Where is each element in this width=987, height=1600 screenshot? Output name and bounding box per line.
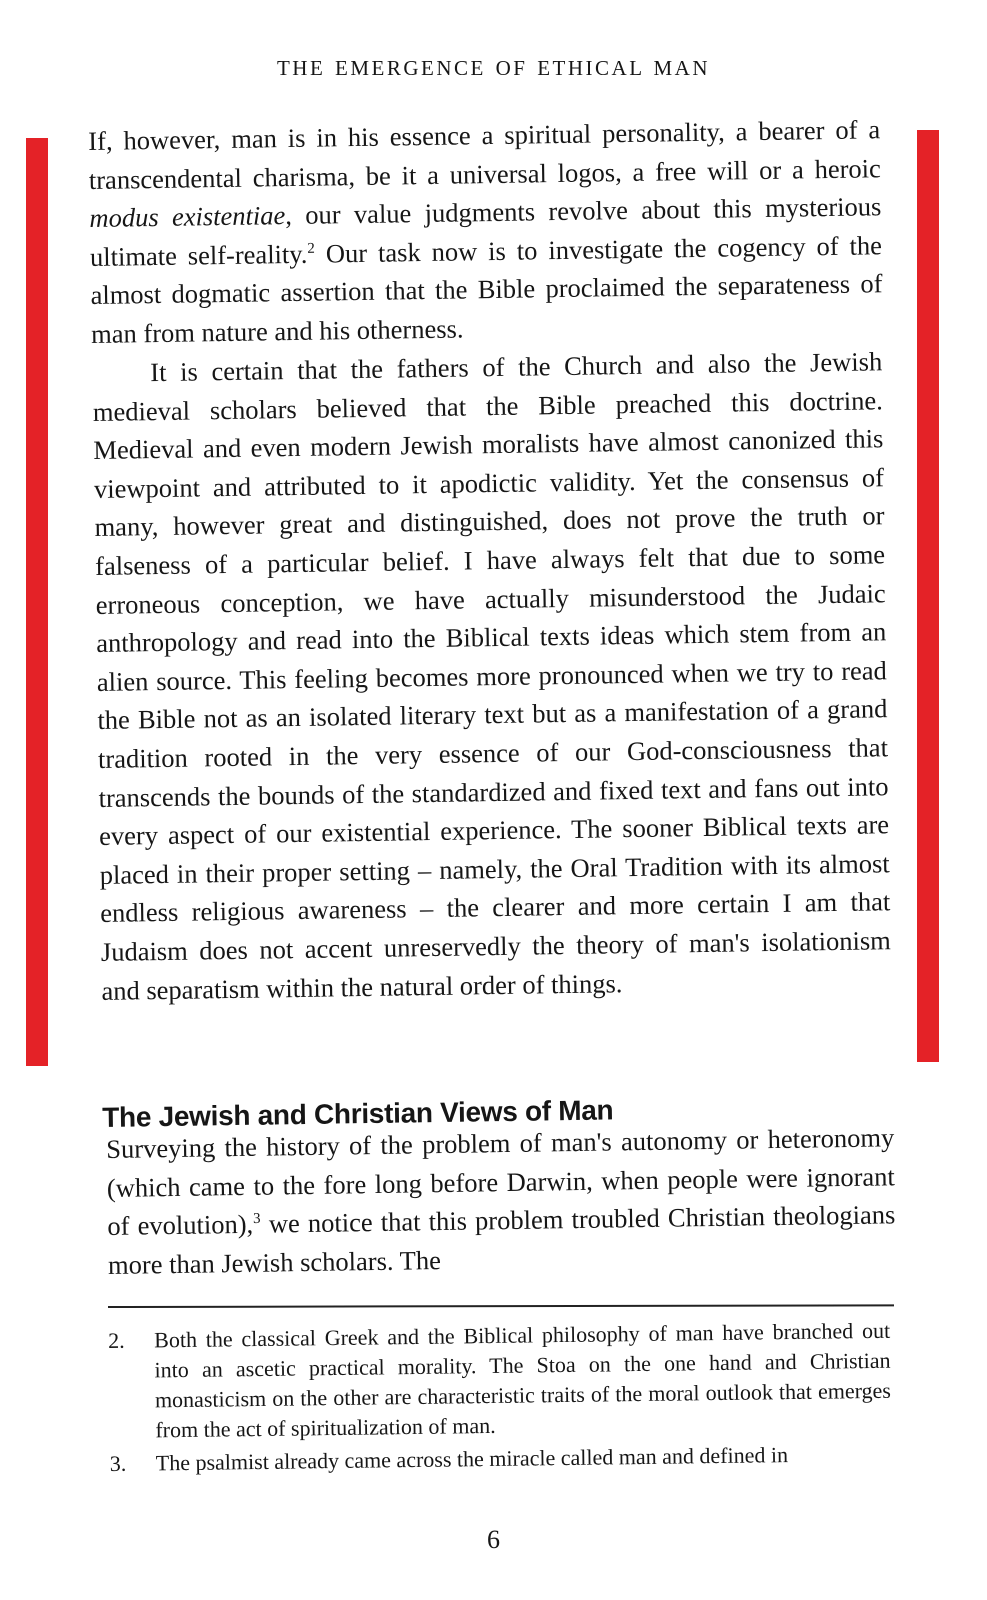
footnote-3 xyxy=(110,1439,892,1479)
page-number: 6 xyxy=(487,1525,500,1554)
footnote-2 xyxy=(108,1316,892,1446)
section-heading: The Jewish and Christian Views of Man xyxy=(102,1094,614,1133)
para1-text-c: Our task now is to investigate the cogency of the almost dogmatic assertion that the Bible proclaimed the separateness of man from nature and his otherness. xyxy=(90,230,883,349)
body-paragraph-1 xyxy=(88,110,883,353)
body-paragraph-3 xyxy=(106,1118,896,1284)
right-highlight-bar xyxy=(917,130,939,1062)
para1-text-b: , our value judgments revolve about this mysterious ultimate self-reality. xyxy=(89,191,882,272)
footnotes xyxy=(108,1316,892,1482)
footnote-text: Both the classical Greek and the Biblical philosophy of man have branched out into an ascetic practical morality. The Stoa on the one hand and Christian monasticism on the other are characteristic traits of the moral outlook that emerges from the act of spiritualization of man. xyxy=(154,1317,892,1443)
left-highlight-bar xyxy=(26,138,48,1066)
footnote-divider xyxy=(108,1304,894,1308)
footnote-ref-2: 2 xyxy=(307,240,315,257)
footnote-number: 3. xyxy=(109,1450,127,1476)
para3-text-b: we notice that this problem troubled Christian theologians more than Jewish scholars. The xyxy=(107,1199,896,1280)
running-head: THE EMERGENCE OF ETHICAL MAN xyxy=(276,56,711,80)
footnote-number: 2. xyxy=(108,1327,125,1353)
para1-italic-term: modus existentiae xyxy=(89,200,286,234)
para1-text-a: If, however, man is in his essence a spiritual personality, a bearer of a transcendental charisma, be it a universal logos, a free will or a heroic xyxy=(88,114,881,195)
footnote-ref-3: 3 xyxy=(252,1211,261,1228)
body-paragraph-2: It is certain that the fathers of the Church and also the Jewish medieval scholars believed that the Bible preached this doctrine. Medieval and even modern Jewish moralists have almost canonized this viewpoint and attributed to it apodictic validity. Yet the consensus of many, however great and distinguished, does not prove the truth or falseness of a particular belief. I have always felt that due to some erroneous conception, we have actually misunderstood the Judaic anthropology and read into the Biblical texts ideas which stem from an alien source. This feeling becomes more pronounced when we try to read the Bible not as an isolated literary text but as a manifestation of a grand tradition rooted in the very essence of our God-consciousness that transcends the bounds of the standardized and fixed text and fans out into every aspect of our existential experience. The sooner Biblical texts are placed in their proper setting – namely, the Oral Tradition with its almost endless religious awareness – the clearer and more certain I am that Judaism does not accent unreservedly the theory of man's isolationism and separatism within the natural order of things. xyxy=(92,346,892,1006)
para3-text-a: Surveying the history of the problem of man's autonomy or heteronomy (which came to the fore long before Darwin, when people were ignorant of evolution), xyxy=(106,1122,895,1242)
footnote-text: The psalmist already came across the miracle called man and defined in xyxy=(155,1442,789,1476)
